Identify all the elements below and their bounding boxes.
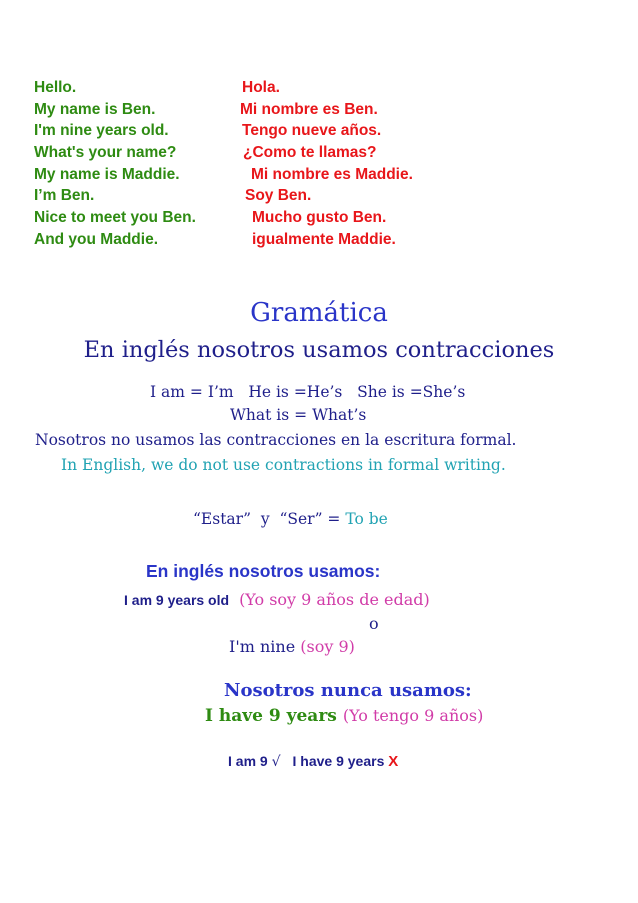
dialogue-english: I’m Ben. — [34, 187, 95, 205]
dialogue-english: My name is Ben. — [34, 100, 156, 118]
contractions-line: I am = I’m He is =He’s She is =She’s — [150, 383, 466, 401]
summary-line — [228, 753, 398, 770]
check-mark-icon: √ — [271, 754, 281, 770]
dialogue-english: What's your name? — [34, 144, 177, 162]
dialogue-spanish: Mucho gusto Ben. — [252, 209, 387, 227]
summary-wrong: I have 9 years — [292, 753, 389, 769]
never-example-es: (Yo tengo 9 años) — [342, 706, 484, 725]
example-2-es: (soy 9) — [300, 637, 355, 656]
or-word: o — [369, 614, 379, 633]
estar-ser-text: “Estar” y “Ser” = — [193, 510, 346, 528]
dialogue-spanish: Tengo nueve años. — [242, 122, 382, 140]
dialogue-english: My name is Maddie. — [34, 165, 180, 183]
never-example — [205, 706, 483, 726]
dialogue-spanish: ¿Como te llamas? — [243, 144, 377, 162]
never-example-en: I have 9 years — [205, 706, 337, 726]
formal-writing-es: Nosotros no usamos las contracciones en la escritura formal. — [35, 431, 517, 449]
dialogue-spanish: igualmente Maddie. — [252, 230, 396, 248]
summary-correct: I am 9 — [228, 753, 272, 769]
estar-ser-line — [193, 510, 388, 528]
example-1-es: (Yo soy 9 años de edad) — [239, 590, 430, 609]
example-1 — [124, 590, 430, 609]
dialogue-english: And you Maddie. — [34, 230, 158, 248]
dialogue-english: Hello. — [34, 79, 77, 96]
example-2 — [229, 637, 355, 656]
never-heading: Nosotros nunca usamos: — [224, 680, 472, 701]
example-1-en: I am 9 years old — [124, 592, 230, 608]
dialogue-spanish: Soy Ben. — [245, 187, 312, 205]
dialogue-english: Nice to meet you Ben. — [34, 209, 196, 227]
grammar-title: Gramática — [250, 298, 388, 328]
what-contraction-line: What is = What’s — [230, 406, 367, 424]
formal-writing-en: In English, we do not use contractions in formal writing. — [61, 456, 506, 474]
cross-mark-icon: X — [388, 753, 399, 770]
dialogue-spanish: Mi nombre es Maddie. — [251, 165, 413, 183]
we-use-heading: En inglés nosotros usamos: — [146, 561, 381, 581]
to-be-text: To be — [345, 510, 388, 528]
grammar-subtitle: En inglés nosotros usamos contracciones — [83, 337, 555, 363]
example-2-en: I'm nine — [229, 637, 301, 656]
dialogue-english: I'm nine years old. — [34, 122, 169, 140]
dialogue-spanish: Mi nombre es Ben. — [240, 100, 378, 118]
dialogue-spanish: Hola. — [242, 79, 280, 96]
